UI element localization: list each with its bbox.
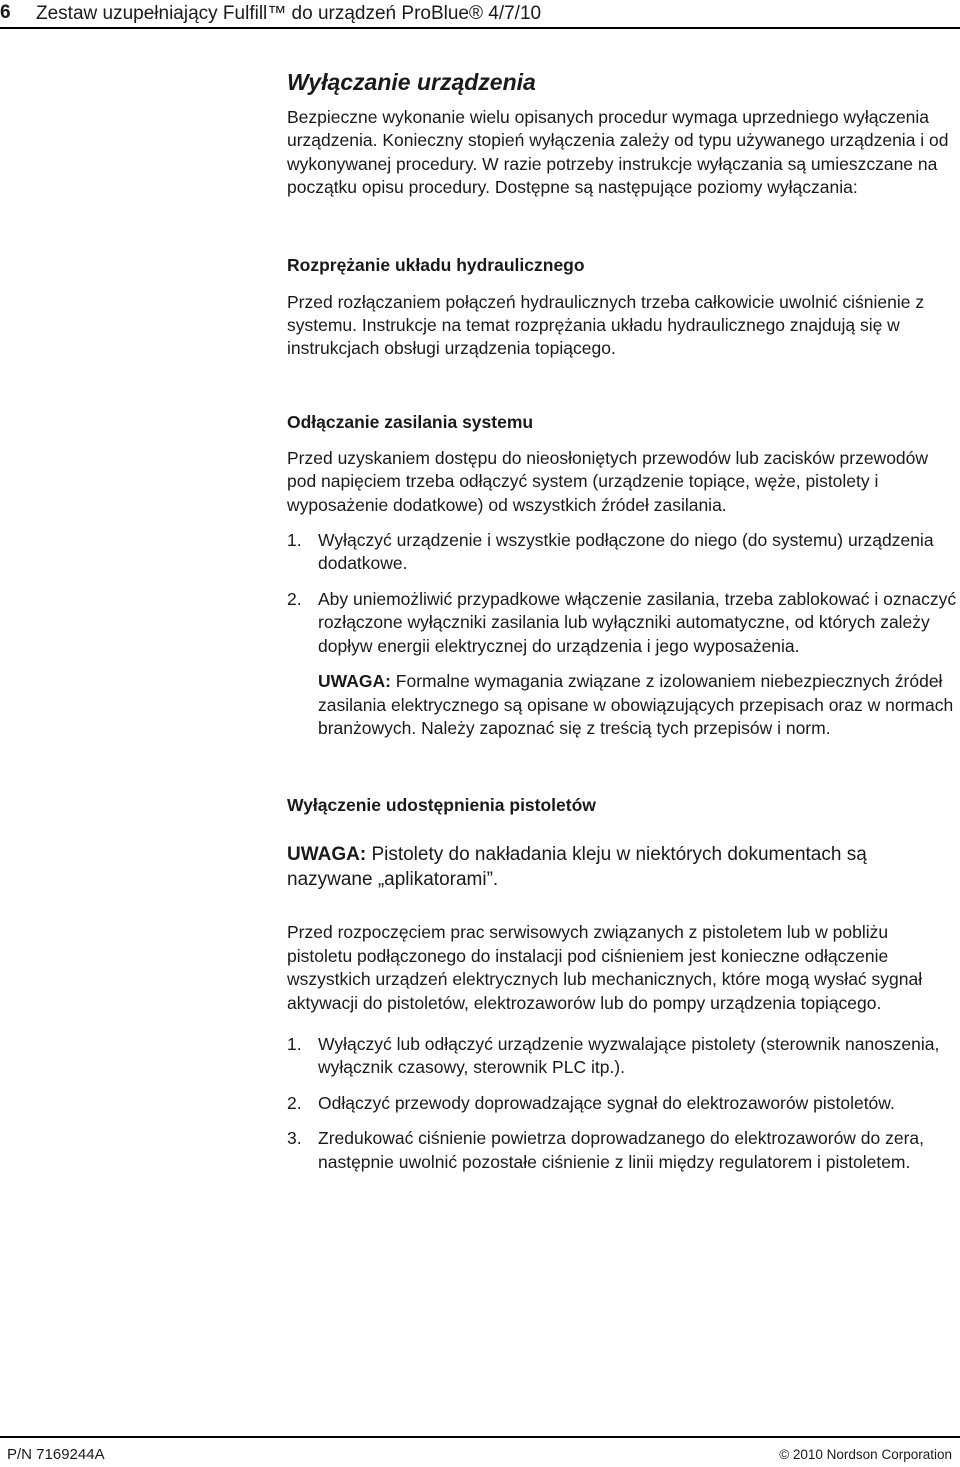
section-shutdown — [287, 66, 957, 200]
page-number: 6 — [0, 2, 11, 23]
header-title: Zestaw uzupełniający Fulfill™ do urządzeń ProBlue® 4/7/10 — [36, 3, 542, 24]
guns-steps-list — [287, 1033, 957, 1174]
note-label: UWAGA: — [287, 844, 367, 866]
section-power-disconnect — [287, 410, 957, 740]
note-text: Pistolety do nakładania kleju w niektórych dokumentach są nazywane „aplikatorami”. — [287, 844, 867, 891]
step-number: 2. — [287, 588, 302, 609]
guns-note — [287, 842, 957, 892]
step-text: Aby uniemożliwić przypadkowe włączenie zasilania, trzeba zablokować i oznaczyć rozłączone wyłączniki zasilania lub wyłączniki automatyczne, od których zależy dopływ energii elektrycznej do urządzenia i jego wyposażenia. — [318, 588, 957, 656]
header-divider — [0, 27, 960, 29]
power-note — [287, 670, 957, 740]
step-number: 1. — [287, 1033, 302, 1054]
section-title-shutdown: Wyłączanie urządzenia — [287, 69, 536, 95]
note-text: Formalne wymagania związane z izolowaniem niebezpiecznych źródeł zasilania elektrycznego są opisane w obowiązujących przepisach oraz w normach branżowych. Należy zapoznać się z treścią tych przepisów i norm. — [318, 671, 954, 738]
section-gun-disable — [287, 793, 957, 1174]
step-number: 1. — [287, 530, 302, 551]
section-title-hydraulic: Rozprężanie układu hydraulicznego — [287, 254, 585, 275]
section-title-guns: Wyłączenie udostępnienia pistoletów — [287, 795, 596, 816]
footer-divider — [0, 1436, 960, 1438]
list-item — [287, 588, 957, 658]
page-content — [287, 66, 957, 1174]
shutdown-paragraph: Bezpieczne wykonanie wielu opisanych procedur wymaga uprzedniego wyłączenia urządzenia. Konieczny stopień wyłączenia zależy od typu używanego urządzenia i od wykonywanej procedury. W razie potrzeby instrukcje wyłączania są umieszczane na początku opisu procedury. Dostępne są następujące poziomy wyłączania: — [287, 107, 949, 198]
step-text: Wyłączyć lub odłączyć urządzenie wyzwalające pistolety (sterownik nanoszenia, wyłącznik czasowy, sterownik PLC itp.). — [318, 1033, 940, 1078]
step-text: Odłączyć przewody doprowadzające sygnał do elektrozaworów pistoletów. — [318, 1092, 895, 1113]
section-hydraulic-pressure — [287, 253, 957, 361]
list-item — [287, 1092, 957, 1115]
step-text: Zredukować ciśnienie powietrza doprowadzanego do elektrozaworów do zera, następnie uwolnić pozostałe ciśnienie z linii między regulatorem i pistoletem. — [318, 1128, 925, 1172]
guns-paragraph: Przed rozpoczęciem prac serwisowych związanych z pistoletem lub w pobliżu pistoletu podłączonego do instalacji pod ciśnieniem jest konieczne odłączenie wszystkich urządzeń elektrycznych lub mechanicznych, które mogą wysłać sygnał aktywacji do pistoletów, elektrozaworów lub do pompy urządzenia topiącego. — [287, 922, 923, 1013]
power-paragraph: Przed uzyskaniem dostępu do nieosłoniętych przewodów lub zacisków przewodów pod napięciem trzeba odłączyć system (urządzenie topiące, węże, pistolety i wyposażenie dodatkowe) od wszystkich źródeł zasilania. — [287, 447, 929, 515]
copyright: © 2010 Nordson Corporation — [779, 1447, 952, 1462]
list-item — [287, 529, 957, 576]
part-number: P/N 7169244A — [7, 1446, 105, 1463]
list-item — [287, 1127, 957, 1174]
step-number: 3. — [287, 1128, 302, 1149]
step-text: Wyłączyć urządzenie i wszystkie podłączone do niego (do systemu) urządzenia dodatkowe. — [318, 530, 934, 574]
list-item — [287, 1033, 957, 1080]
power-steps-list — [287, 529, 957, 658]
step-number: 2. — [287, 1092, 302, 1113]
note-label: UWAGA: — [318, 671, 391, 692]
page-header — [0, 0, 960, 28]
hydraulic-paragraph: Przed rozłączaniem połączeń hydraulicznych trzeba całkowicie uwolnić ciśnienie z systemu. Instrukcje na temat rozprężania układu hydraulicznego znajdują się w instrukcjach obsługi urządzenia topiącego. — [287, 291, 925, 359]
section-title-power: Odłączanie zasilania systemu — [287, 411, 534, 432]
